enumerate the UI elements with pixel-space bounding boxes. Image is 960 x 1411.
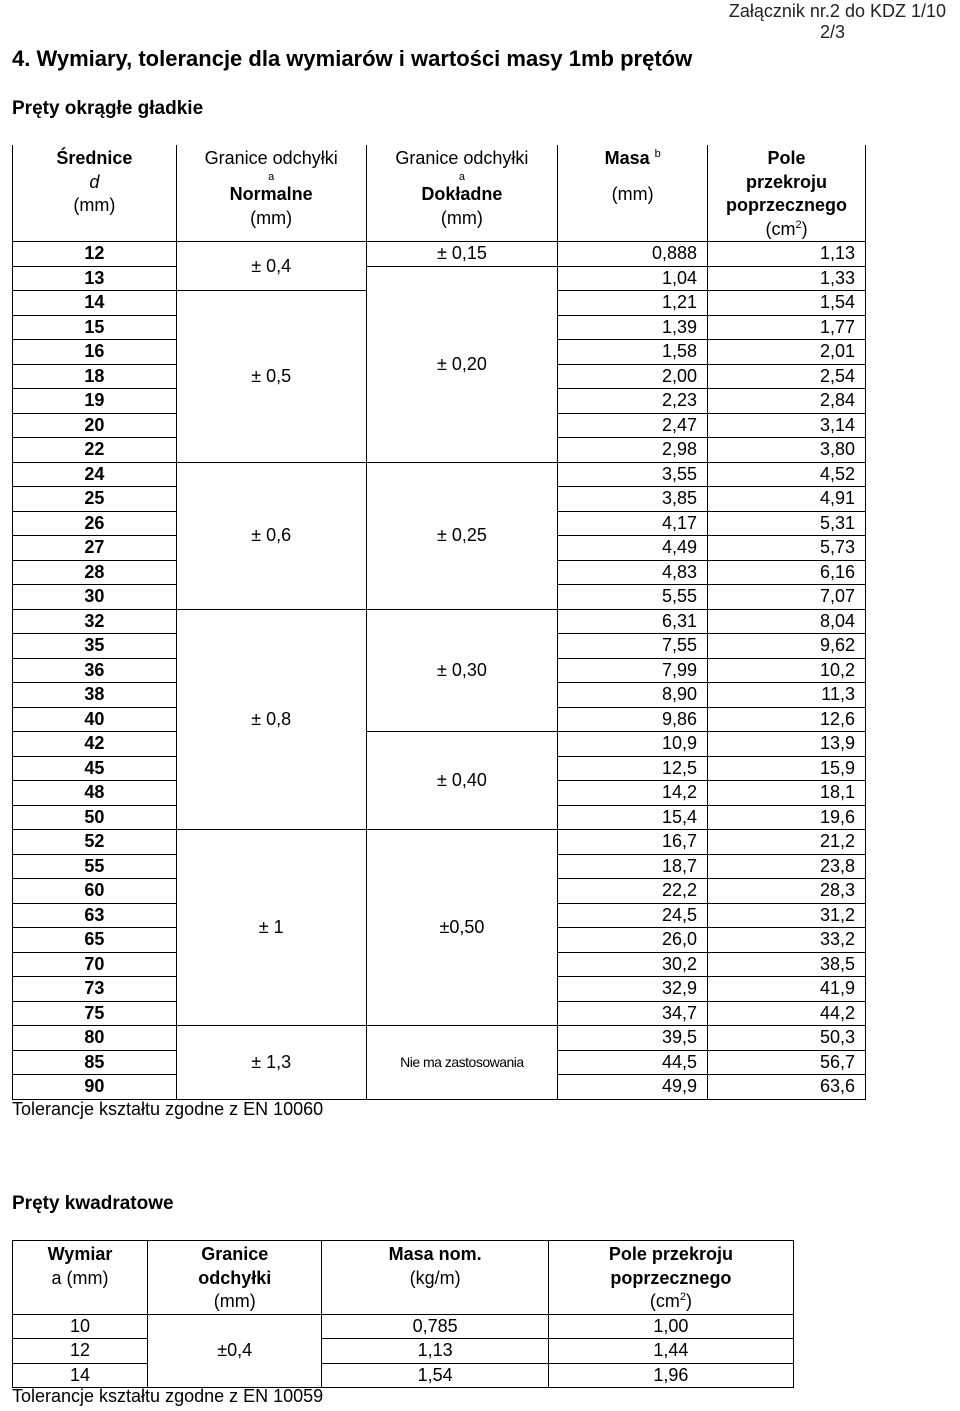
area-cell: 7,07: [708, 585, 866, 610]
header-normal-line1: Granice odchyłki: [204, 148, 338, 168]
round-header-row: [13, 145, 866, 242]
diameter-cell: 75: [13, 1001, 177, 1026]
diameter-cell: 22: [13, 438, 177, 463]
header-area-line2: przekroju: [746, 171, 828, 192]
normal-tolerance-cell: ± 0,6: [176, 462, 366, 609]
mass-cell: 1,04: [558, 266, 708, 291]
header-exact-line1: Granice odchyłki: [395, 148, 529, 168]
area-cell: 56,7: [708, 1050, 866, 1075]
diameter-cell: 70: [13, 952, 177, 977]
table-row: [13, 462, 866, 487]
area-cell: 8,04: [708, 609, 866, 634]
mass-cell: 4,49: [558, 536, 708, 561]
area-cell: 28,3: [708, 879, 866, 904]
mass-cell: 32,9: [558, 977, 708, 1002]
area-cell: 4,91: [708, 487, 866, 512]
square-header-row: [13, 1241, 794, 1315]
square-bars-footnote: Tolerancje kształtu zgodne z EN 10059: [12, 1386, 324, 1406]
square-header-tol-line2: odchyłki: [198, 1267, 272, 1288]
square-header-tol-line1: Granice: [201, 1244, 269, 1264]
mass-cell: 7,99: [558, 658, 708, 683]
mass-cell: 0,888: [558, 242, 708, 267]
square-header-mass-unit: (kg/m): [409, 1267, 461, 1288]
mass-cell: 39,5: [558, 1026, 708, 1051]
mass-cell: 24,5: [558, 903, 708, 928]
mass-cell: 1,21: [558, 291, 708, 316]
area-cell: 44,2: [708, 1001, 866, 1026]
table-row: [13, 1026, 866, 1051]
header-mass-unit: (mm): [611, 184, 654, 204]
area-cell: 18,1: [708, 781, 866, 806]
header-mass: [558, 145, 708, 242]
header-area-line3: poprzecznego: [726, 195, 848, 215]
exact-tolerance-cell: ± 0,20: [366, 266, 558, 462]
exact-tolerance-cell: ± 0,25: [366, 462, 558, 609]
mass-cell: 4,83: [558, 560, 708, 585]
normal-tolerance-cell: ± 0,8: [176, 609, 366, 830]
square-header-tol-unit: (mm): [213, 1291, 256, 1311]
exact-tolerance-cell: ± 0,30: [366, 609, 558, 732]
table-row: [13, 1339, 794, 1364]
area-cell: 12,6: [708, 707, 866, 732]
area-cell: 1,77: [708, 315, 866, 340]
table-row: [13, 830, 866, 855]
area-cell: 19,6: [708, 805, 866, 830]
diameter-cell: 60: [13, 879, 177, 904]
size-cell: 10: [13, 1314, 148, 1339]
mass-cell: 3,85: [558, 487, 708, 512]
header-exact-sup: a: [458, 170, 465, 183]
round-bars-table: [12, 145, 866, 1100]
diameter-cell: 36: [13, 658, 177, 683]
normal-tolerance-cell: ± 0,4: [176, 242, 366, 291]
header-area-unit: $(cm^2)$: [765, 218, 808, 239]
table-row: [13, 732, 866, 757]
header-diameter-line1: Średnice: [56, 148, 133, 168]
area-cell: 63,6: [708, 1075, 866, 1100]
mass-cell: 22,2: [558, 879, 708, 904]
mass-cell: 4,17: [558, 511, 708, 536]
area-cell: 1,13: [708, 242, 866, 267]
square-header-area-unit: $(cm^2)$: [649, 1291, 692, 1311]
size-cell: 14: [13, 1363, 148, 1388]
table-row: [13, 266, 866, 291]
diameter-cell: 63: [13, 903, 177, 928]
mass-cell: 49,9: [558, 1075, 708, 1100]
area-cell: 15,9: [708, 756, 866, 781]
square-header-size: [13, 1241, 148, 1315]
diameter-cell: 52: [13, 830, 177, 855]
area-cell: 2,01: [708, 340, 866, 365]
diameter-cell: 26: [13, 511, 177, 536]
diameter-cell: 19: [13, 389, 177, 414]
diameter-cell: 28: [13, 560, 177, 585]
mass-cell: 8,90: [558, 683, 708, 708]
diameter-cell: 32: [13, 609, 177, 634]
square-header-mass: [322, 1241, 548, 1315]
header-diameter-unit: (mm): [73, 195, 116, 215]
diameter-cell: 35: [13, 634, 177, 659]
area-cell: 6,16: [708, 560, 866, 585]
table-row: [13, 1314, 794, 1339]
attachment-label: Załącznik nr.2 do KDZ 1/10: [728, 1, 946, 21]
header-mass-sup: b: [654, 148, 661, 160]
area-cell: 3,14: [708, 413, 866, 438]
area-cell: 1,00: [548, 1314, 793, 1339]
diameter-cell: 18: [13, 364, 177, 389]
area-cell: 21,2: [708, 830, 866, 855]
square-bars-body: [13, 1314, 794, 1388]
square-header-size-line2: a (mm): [51, 1267, 109, 1288]
mass-cell: 7,55: [558, 634, 708, 659]
exact-tolerance-cell: Nie ma zastosowania: [366, 1026, 558, 1100]
mass-cell: 1,58: [558, 340, 708, 365]
area-cell: 3,80: [708, 438, 866, 463]
exact-tolerance-cell: ± 0,40: [366, 732, 558, 830]
header-exact-line2: Dokładne: [421, 184, 503, 204]
diameter-cell: 14: [13, 291, 177, 316]
diameter-cell: 40: [13, 707, 177, 732]
diameter-cell: 42: [13, 732, 177, 757]
mass-cell: 6,31: [558, 609, 708, 634]
mass-cell: 34,7: [558, 1001, 708, 1026]
square-header-area-line1: Pole przekroju: [608, 1244, 733, 1264]
mass-cell: 2,47: [558, 413, 708, 438]
mass-cell: 10,9: [558, 732, 708, 757]
diameter-cell: 38: [13, 683, 177, 708]
mass-cell: 1,13: [322, 1339, 548, 1364]
area-cell: 1,44: [548, 1339, 793, 1364]
size-cell: 12: [13, 1339, 148, 1364]
normal-tolerance-cell: ± 1: [176, 830, 366, 1026]
header-normal-unit: (mm): [250, 207, 293, 228]
square-bars-subtitle: Pręty kwadratowe: [12, 1193, 174, 1214]
area-cell: 5,73: [708, 536, 866, 561]
area-cell: 41,9: [708, 977, 866, 1002]
table-row: [13, 242, 866, 267]
header-mass-line1: Masa: [604, 148, 650, 168]
normal-tolerance-cell: ± 0,5: [176, 291, 366, 463]
exact-tolerance-cell: ± 0,15: [366, 242, 558, 267]
area-cell: 50,3: [708, 1026, 866, 1051]
area-cell: 11,3: [708, 683, 866, 708]
diameter-cell: 25: [13, 487, 177, 512]
page-number: 2/3: [819, 22, 845, 42]
mass-cell: 2,23: [558, 389, 708, 414]
diameter-cell: 80: [13, 1026, 177, 1051]
round-bars-subtitle: Pręty okrągłe gładkie: [12, 98, 204, 119]
exact-tolerance-cell: ±0,50: [366, 830, 558, 1026]
diameter-cell: 55: [13, 854, 177, 879]
area-cell: 5,31: [708, 511, 866, 536]
area-cell: 38,5: [708, 952, 866, 977]
area-cell: 23,8: [708, 854, 866, 879]
mass-cell: 1,54: [322, 1363, 548, 1388]
square-header-area-line2: poprzecznego: [610, 1267, 732, 1288]
square-header-area: [548, 1241, 793, 1315]
mass-cell: 1,39: [558, 315, 708, 340]
mass-cell: 26,0: [558, 928, 708, 953]
header-normal-sup: a: [268, 170, 275, 183]
diameter-cell: 27: [13, 536, 177, 561]
area-cell: 2,54: [708, 364, 866, 389]
square-header-mass-line1: Masa nom.: [388, 1244, 482, 1264]
area-cell: 4,52: [708, 462, 866, 487]
header-normal-line2: Normalne: [229, 184, 313, 204]
page-title: 4. Wymiary, tolerancje dla wymiarów i wartości masy 1mb prętów: [12, 46, 693, 71]
square-header-size-line1: Wymiar: [47, 1244, 113, 1264]
round-bars-body: [13, 242, 866, 1100]
diameter-cell: 20: [13, 413, 177, 438]
mass-cell: 2,00: [558, 364, 708, 389]
diameter-cell: 50: [13, 805, 177, 830]
mass-cell: 9,86: [558, 707, 708, 732]
mass-cell: 15,4: [558, 805, 708, 830]
tolerance-cell: ±0,4: [148, 1314, 322, 1388]
mass-cell: 14,2: [558, 781, 708, 806]
mass-cell: 44,5: [558, 1050, 708, 1075]
area-cell: 9,62: [708, 634, 866, 659]
mass-cell: 3,55: [558, 462, 708, 487]
header-area: [708, 145, 866, 242]
header-exact: [366, 145, 558, 242]
area-cell: 1,33: [708, 266, 866, 291]
diameter-cell: 85: [13, 1050, 177, 1075]
diameter-cell: 45: [13, 756, 177, 781]
area-cell: 1,54: [708, 291, 866, 316]
mass-cell: 5,55: [558, 585, 708, 610]
table-row: [13, 609, 866, 634]
square-bars-table: [12, 1240, 794, 1388]
diameter-cell: 13: [13, 266, 177, 291]
header-exact-unit: (mm): [440, 207, 483, 228]
area-cell: 10,2: [708, 658, 866, 683]
diameter-cell: 15: [13, 315, 177, 340]
mass-cell: 18,7: [558, 854, 708, 879]
diameter-cell: 90: [13, 1075, 177, 1100]
area-cell: 1,96: [548, 1363, 793, 1388]
square-header-tolerance: [148, 1241, 322, 1315]
mass-cell: 2,98: [558, 438, 708, 463]
diameter-cell: 24: [13, 462, 177, 487]
diameter-cell: 16: [13, 340, 177, 365]
round-bars-footnote: Tolerancje kształtu zgodne z EN 10060: [12, 1099, 324, 1119]
mass-cell: 16,7: [558, 830, 708, 855]
header-normal: [176, 145, 366, 242]
table-row: [13, 1363, 794, 1388]
area-cell: 31,2: [708, 903, 866, 928]
area-cell: 2,84: [708, 389, 866, 414]
diameter-cell: 12: [13, 242, 177, 267]
diameter-cell: 30: [13, 585, 177, 610]
mass-cell: 30,2: [558, 952, 708, 977]
diameter-cell: 73: [13, 977, 177, 1002]
diameter-cell: 65: [13, 928, 177, 953]
header-diameter-symbol: d: [89, 171, 100, 192]
normal-tolerance-cell: ± 1,3: [176, 1026, 366, 1100]
mass-cell: 12,5: [558, 756, 708, 781]
header-diameter: [13, 145, 177, 242]
area-cell: 13,9: [708, 732, 866, 757]
mass-cell: 0,785: [322, 1314, 548, 1339]
area-cell: 33,2: [708, 928, 866, 953]
diameter-cell: 48: [13, 781, 177, 806]
header-area-line1: Pole: [767, 148, 806, 168]
